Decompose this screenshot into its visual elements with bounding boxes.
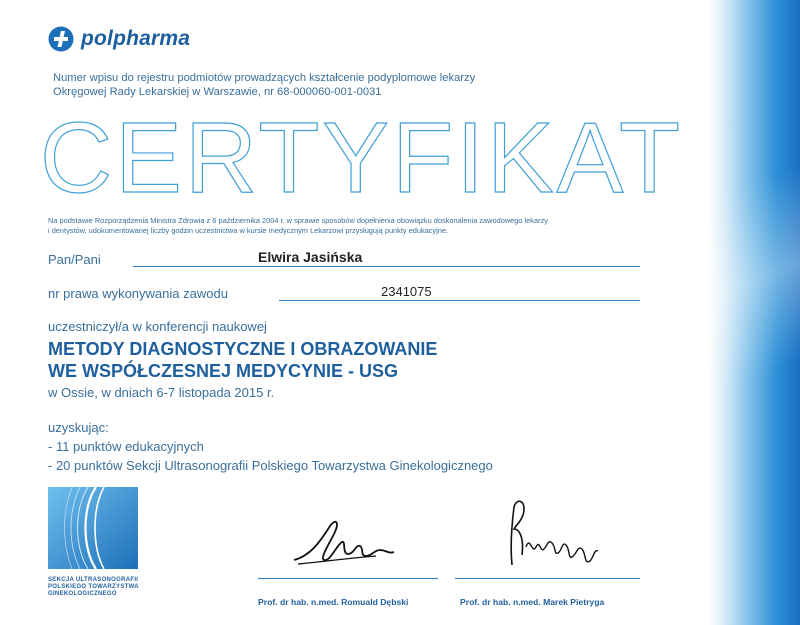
conference-title-line-2: WE WSPÓŁCZESNEJ MEDYCYNIE - USG: [48, 361, 399, 381]
usg-section-logo-icon: [48, 487, 138, 569]
usg-section-caption: [48, 577, 138, 598]
registry-line-1: Numer wpisu do rejestru podmiotów prowadzących kształcenie podyplomowe lekarzy: [53, 72, 476, 84]
gain-item: - 11 punktów edukacyjnych: [48, 439, 204, 454]
registry-line-2: Okręgowej Rady Lekarskiej w Warszawie, nr 68-000060-001-0031: [53, 86, 382, 98]
license-value: 2341075: [381, 284, 432, 299]
participation-intro: uczestniczył/a w konferencji naukowej: [48, 319, 267, 334]
signature-line-1: [258, 578, 438, 579]
name-underline: [133, 266, 640, 267]
signature-line-2: [455, 578, 640, 579]
conference-place-date: w Ossie, w dniach 6-7 listopada 2015 r.: [48, 385, 275, 400]
gain-item: - 20 punktów Sekcji Ultrasonografii Polskiego Towarzystwa Ginekologicznego: [48, 458, 493, 473]
signature-debski-icon: [290, 512, 410, 572]
usg-caption-line-3: GINEKOLOGICZNEGO: [48, 591, 117, 597]
conference-title: [48, 338, 437, 382]
license-label: nr prawa wykonywania zawodu: [48, 286, 228, 301]
polpharma-wordmark: polpharma: [81, 27, 191, 50]
decorative-side-streak: [708, 0, 800, 625]
certificate-title: CERTYFIKAT: [40, 102, 684, 214]
name-label: Pan/Pani: [48, 252, 101, 267]
license-underline: [279, 300, 640, 301]
polpharma-logo: [48, 26, 190, 52]
registry-info: [53, 71, 475, 99]
polpharma-logo-icon: [48, 26, 74, 52]
usg-caption-line-1: SEKCJA ULTRASONOGRAFII: [48, 577, 139, 583]
legal-line-1: Na podstawie Rozporządzenia Ministra Zdrowia z 6 października 2004 r. w sprawie sposobów dopełnienia obowiązku doskonalenia zawodowego lekarzy: [48, 216, 548, 225]
gains-label: uzyskując:: [48, 420, 109, 435]
name-value: Elwira Jasińska: [258, 249, 363, 265]
usg-caption-line-2: POLSKIEGO TOWARZYSTWA: [48, 584, 139, 590]
legal-basis: [48, 216, 688, 236]
signatory-2-name: Prof. dr hab. n.med. Marek Pietryga: [460, 597, 605, 607]
usg-section-logo: [48, 487, 138, 598]
legal-line-2: i dentystów, udokumentowanej liczby godzin uczestnictwa w kursie medycznym Lekarzowi przysługują punkty edukacyjne.: [48, 226, 449, 235]
signature-pietryga-icon: [500, 495, 610, 575]
gains-list: [48, 418, 493, 475]
signatory-1-name: Prof. dr hab. n.med. Romuald Dębski: [258, 597, 409, 607]
conference-title-line-1: METODY DIAGNOSTYCZNE I OBRAZOWANIE: [48, 339, 438, 359]
